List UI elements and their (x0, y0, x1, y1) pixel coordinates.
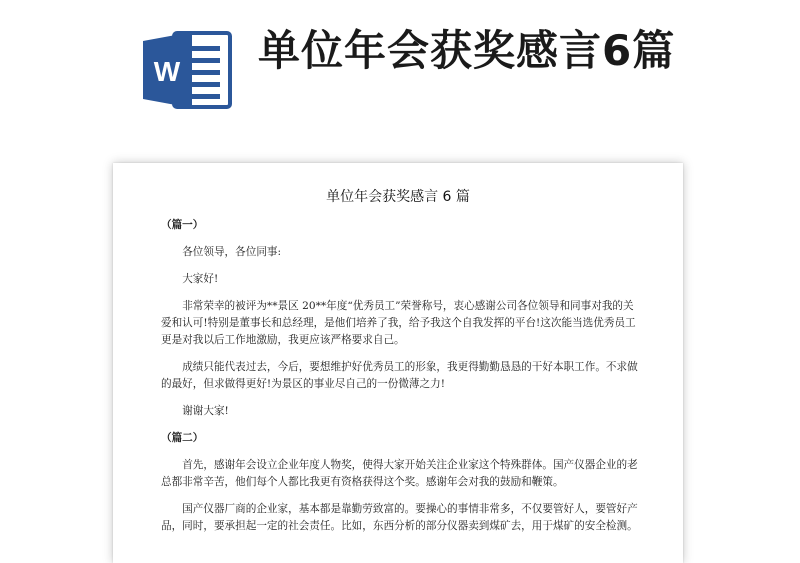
paragraph: 成绩只能代表过去，今后，要想维护好优秀员工的形象，我更得勤勤恳恳的干好本职工作。不求做的最好，但求做得更好!为景区的事业尽自己的一份微薄之力! (161, 361, 638, 390)
page-title: 单位年会获奖感言6篇 (258, 26, 676, 75)
section-heading: （篇一） (161, 219, 204, 231)
document-body (161, 217, 641, 545)
paragraph: 谢谢大家! (182, 405, 229, 417)
paragraph: 首先，感谢年会设立企业年度人物奖，使得大家开始关注企业家这个特殊群体。国产仪器企业的老总都非常辛苦，他们每个人都比我更有资格获得这个奖。感谢年会对我的鼓励和鞭策。 (161, 459, 638, 488)
paragraph: 各位领导，各位同事: (182, 246, 282, 258)
word-document-icon (140, 28, 236, 112)
svg-text:W: W (153, 56, 181, 87)
paragraph: 大家好! (182, 273, 219, 285)
document-page (113, 163, 683, 563)
paragraph: 非常荣幸的被评为**景区 20**年度“优秀员工”荣誉称号，衷心感谢公司各位领导和同事对我的关爱和认可!特别是董事长和总经理，是他们培养了我，给予我这个自我发挥的平台!这次能当选优秀员工更是对我以后工作地激励，我更应该严格要求自己。 (161, 300, 636, 346)
document-title: 单位年会获奖感言 6 篇 (326, 189, 470, 205)
header-banner (0, 0, 800, 150)
section-heading: （篇二） (161, 432, 204, 444)
paragraph: 国产仪器厂商的企业家，基本都是靠勤劳致富的。要操心的事情非常多，不仅要管好人，要管好产品，同时，要承担起一定的社会责任。比如，东西分析的部分仪器卖到煤矿去，用于煤矿的安全检测。 (161, 503, 638, 532)
